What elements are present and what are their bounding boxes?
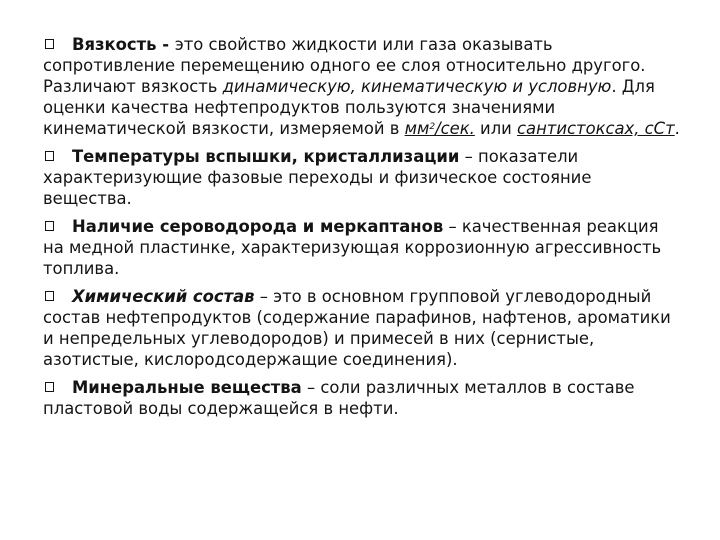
list-item-chemical-composition bbox=[43, 286, 683, 370]
viscosity-types: динамическую, кинематическую и условную bbox=[222, 77, 612, 96]
unit-centistokes: сантистоксах, сСт bbox=[517, 119, 675, 138]
unit-mm-base: мм bbox=[404, 119, 430, 138]
term-hydrogen-sulfide: Наличие сероводорода и меркаптанов bbox=[72, 217, 444, 236]
square-bullet-icon bbox=[45, 151, 54, 161]
list-item-temperatures bbox=[43, 146, 683, 209]
square-bullet-icon bbox=[45, 382, 54, 392]
viscosity-or: или bbox=[474, 119, 518, 138]
hydrogen-sulfide-description: – качественная реакция на медной пластинке, характеризующая коррозионную агрессивность топлива. bbox=[43, 217, 662, 278]
temperatures-description: – показатели характеризующие фазовые переходы и физическое состояние вещества. bbox=[43, 147, 592, 208]
minerals-description: – соли различных металлов в составе пластовой воды содержащейся в нефти. bbox=[43, 378, 635, 418]
list-item-minerals bbox=[43, 377, 683, 419]
unit-per-sec: /сек. bbox=[435, 119, 475, 138]
term-temperatures: Температуры вспышки, кристаллизации bbox=[72, 147, 460, 166]
list-item-viscosity bbox=[43, 34, 683, 139]
square-bullet-icon bbox=[45, 291, 54, 301]
viscosity-end: . bbox=[674, 119, 680, 138]
term-minerals: Минеральные вещества bbox=[72, 378, 302, 397]
term-chemical-composition: Химический состав bbox=[72, 287, 255, 306]
square-bullet-icon bbox=[45, 221, 54, 231]
term-viscosity: Вязкость - bbox=[72, 35, 175, 54]
list-item-hydrogen-sulfide bbox=[43, 216, 683, 279]
chemical-composition-description: – это в основном групповой углеводородный состав нефтепродуктов (содержание парафинов, нафтенов, ароматики и непредельных углеводородов) и примесей в них (сернистые, азотистые, кислородсодержащие соединения). bbox=[43, 287, 671, 369]
bullet-list bbox=[43, 34, 683, 426]
unit-superscript: 2 bbox=[429, 122, 436, 132]
viscosity-usage: . Для оценки качества нефтепродуктов пользуются значениями кинематической вязкости, измеряемой в bbox=[43, 77, 655, 138]
viscosity-definition: это свойство жидкости или газа оказывать сопротивление перемещению одного ее слоя относительно другого. Различают вязкость bbox=[43, 35, 646, 96]
unit-mm2-per-sec bbox=[405, 119, 475, 138]
square-bullet-icon bbox=[45, 39, 54, 49]
